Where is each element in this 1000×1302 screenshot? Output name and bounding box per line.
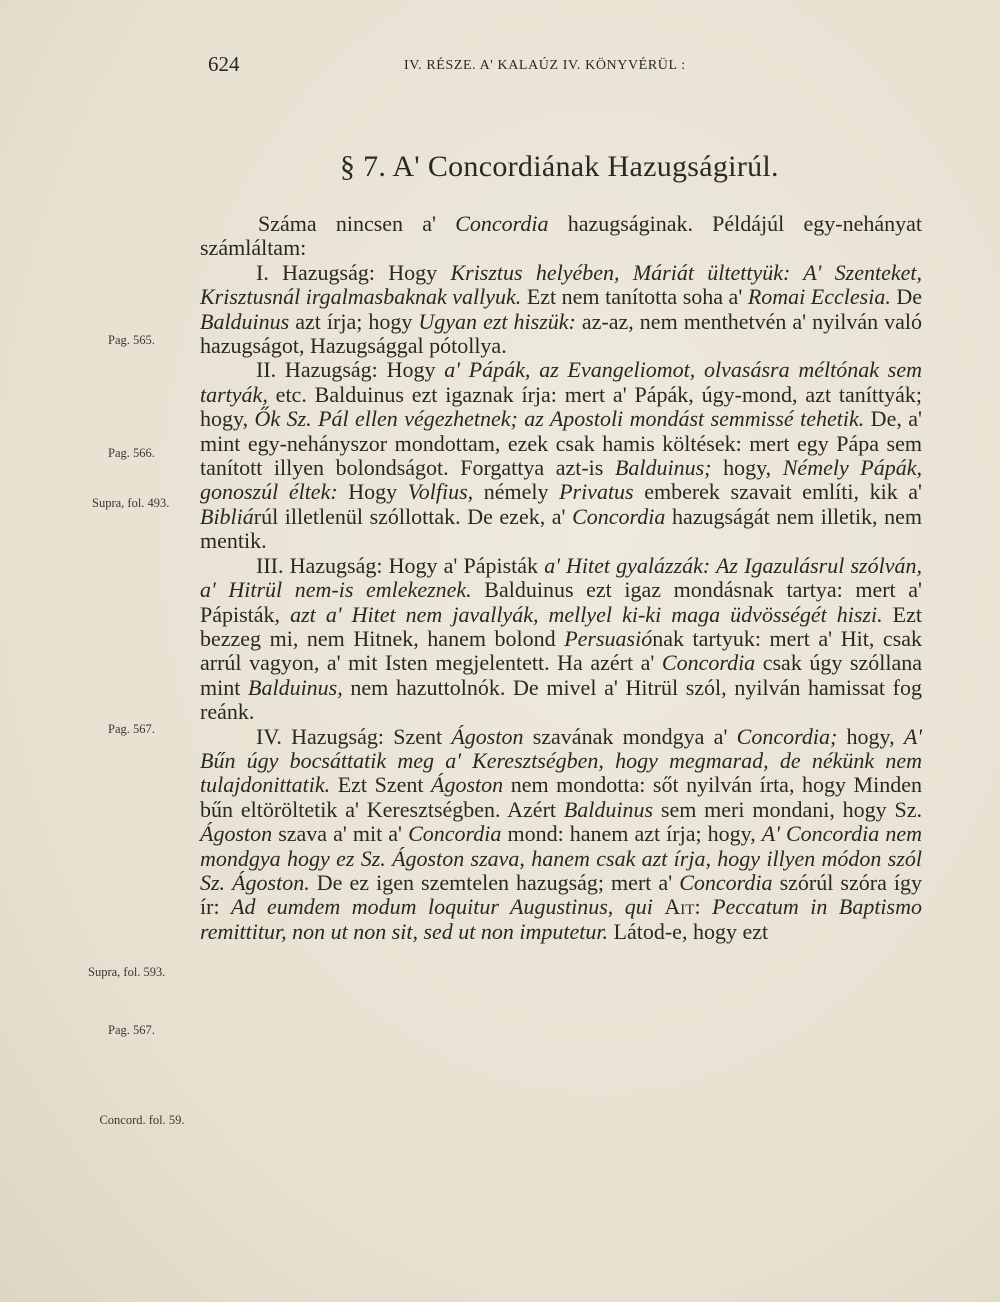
- section-title: § 7. A' Concordiának Hazugságirúl.: [340, 150, 779, 183]
- running-head: IV. RÉSZE. A' KALAÚZ IV. KÖNYVÉRÜL :: [404, 58, 686, 73]
- body-text: [200, 212, 922, 944]
- margin-note: Supra, fol. 493.: [92, 496, 170, 510]
- paragraph-lie-4: IV. Hazugság: Szent Ágoston szavának mondgya a' Concordia; hogy, A' Bűn úgy bocsáttatik meg a' Keresztségben, hogy megmarad, de nékünk nem tulajdonittatik. Ezt Szent Ágoston nem mondotta: sőt nyilván írta, hogy Minden bűn eltöröltetik a' Keresztségben. Azért Balduinus sem meri mondani, hogy Sz. Ágoston szava a' mit a' Concordia mond: hanem azt írja; hogy, A' Concordia nem mondgya hogy ez Sz. Ágoston szava, hanem csak azt írja, hogy illyen módon szól Sz. Ágoston. De ez igen szemtelen hazugság; mert a' Concordia szórúl szóra így ír: Ad eumdem modum loquitur Augustinus, qui Ait: Peccatum in Baptismo remittitur, non ut non sit, sed ut non imputetur. Látod-e, hogy ezt: [200, 723, 922, 944]
- margin-note: Pag. 565.: [108, 333, 155, 347]
- page-number: 624: [208, 52, 240, 76]
- margin-note: Pag. 567.: [108, 1023, 155, 1037]
- paragraph-lie-2: II. Hazugság: Hogy a' Pápák, az Evangeliomot, olvasásra méltónak sem tartyák, etc. Balduinus ezt igaznak írja: mert a' Pápák, úgy-mond, azt taníttyák; hogy, Ők Sz. Pál ellen végezhetnek; az Apostoli mondást semmissé tehetik. De, a' mint egy-nehányszor mondottam, ezek csak hamis költések: mert egy Pápa sem tanított illyen bolondságot. Forgattya azt-is Balduinus; hogy, Némely Pápák, gonoszúl éltek: Hogy Volfius, némely Privatus emberek szavait említi, kik a' Bibliárúl illetlenül szóllottak. De ezek, a' Concordia hazugságát nem illetik, nem mentik.: [200, 357, 923, 554]
- paragraph-lie-3: III. Hazugság: Hogy a' Pápisták a' Hitet gyalázzák: Az Igazulásrul szólván, a' Hitrül nem-is emlekeznek. Balduinus ezt igaz mondásnak tartya: mert a' Pápisták, azt a' Hitet nem javallyák, mellyel ki-ki maga üdvösségét hiszi. Ezt bezzeg mi, nem Hitnek, hanem bolond Persuasiónak tartyuk: mert a' Hit, csak arrúl vagyon, a' mit Isten megjelentett. Ha azért a' Concordia csak úgy szóllana mint Balduinus, nem hazuttolnók. De mivel a' Hitrül szól, nyilván hamissat fog reánk.: [200, 552, 922, 725]
- margin-note: Concord. fol. 59.: [99, 1113, 185, 1127]
- paragraph-intro: Száma nincsen a' Concordia hazugságinak. Példájúl egy-nehányat számláltam:: [200, 211, 922, 261]
- paragraph-lie-1: I. Hazugság: Hogy Krisztus helyében, Máriát ültettyük: A' Szenteket, Krisztusnál irgalmasbaknak vallyuk. Ezt nem tanította soha a' Romai Ecclesia. De Balduinus azt írja; hogy Ugyan ezt hiszük: az-az, nem menthetvén a' nyilván való hazugságot, Hazugsággal pótollya.: [200, 259, 923, 359]
- margin-note: Supra, fol. 593.: [88, 965, 166, 979]
- margin-notes: [0, 0, 200, 1302]
- margin-note: Pag. 566.: [108, 446, 155, 460]
- margin-note: Pag. 567.: [108, 722, 155, 736]
